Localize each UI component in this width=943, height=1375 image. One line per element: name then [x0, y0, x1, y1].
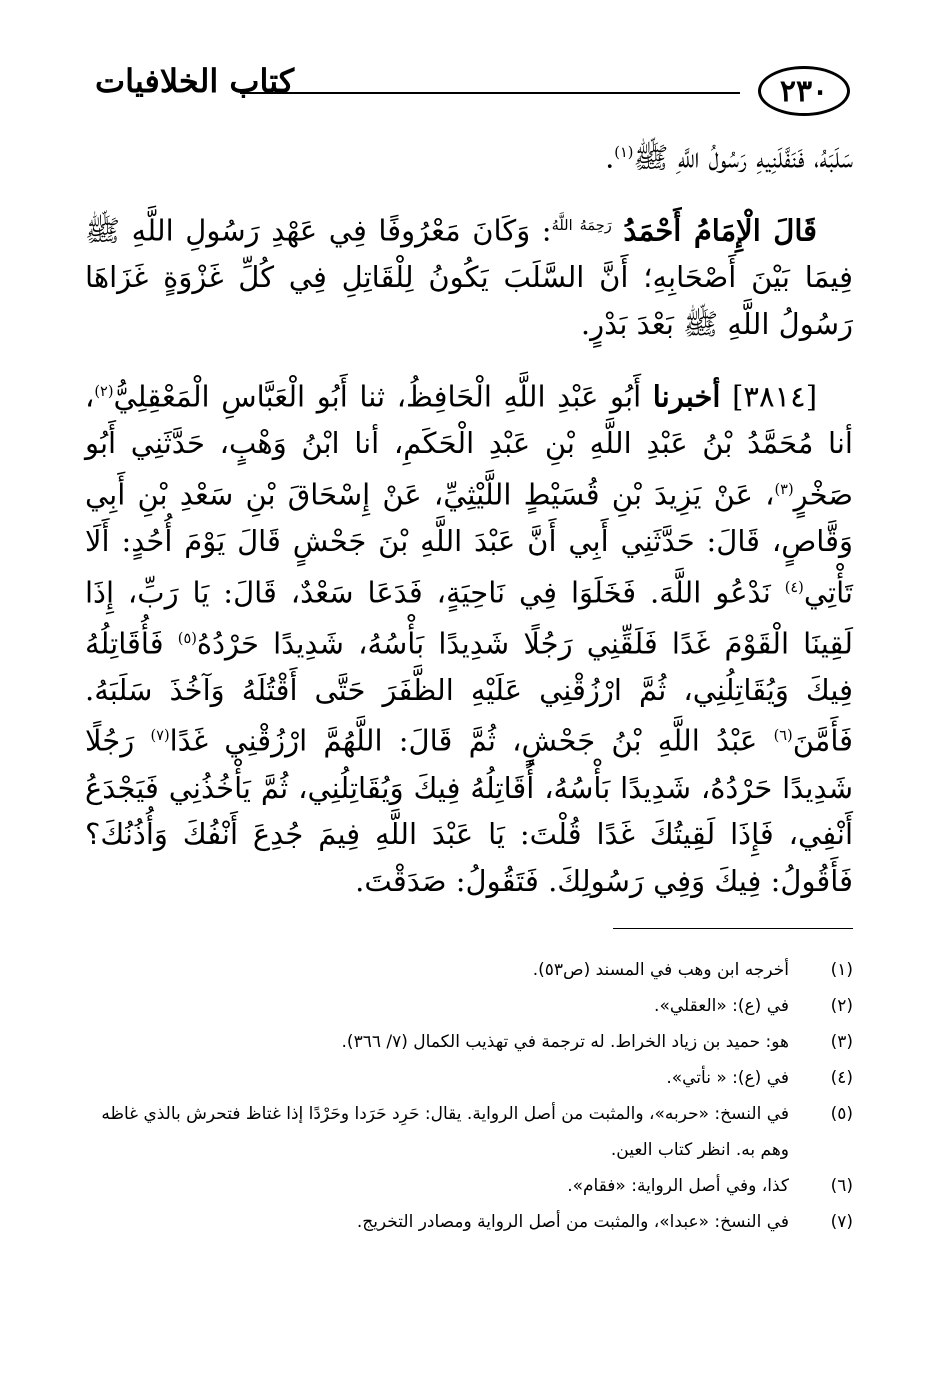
footnote-item: (٤) في (ع): « نأتي». — [666, 1068, 853, 1088]
header-rule — [240, 92, 740, 94]
imam-ahmad-heading: قَالَ الْإِمَامُ أَحْمَدُ — [623, 213, 818, 248]
footnote-ref-5: (٥) — [177, 630, 197, 647]
honorific: رَحِمَهُ اللَّهُ — [551, 218, 612, 235]
page-number: ٢٣٠ — [779, 73, 829, 109]
main-text — [85, 130, 853, 904]
footnote-item: (٢) في (ع): «العقلي». — [654, 996, 853, 1016]
book-title: كتاب الخلافيات — [95, 62, 295, 100]
footnote-item: (٣) هو: حميد بن زياد الخراط. له ترجمة في تهذيب الكمال (٧/ ٣٦٦). — [341, 1032, 853, 1052]
footnote-ref-2: (٢) — [94, 384, 114, 401]
footnote-ref-3: (٣) — [774, 481, 794, 498]
page-number-badge — [758, 66, 850, 116]
footnote-item: (١) أخرجه ابن وهب في المسند (ص٥٣). — [532, 960, 853, 980]
footnote-ref-6: (٦) — [773, 728, 793, 745]
footnote-item: (٥) في النسخ: «حربه»، والمثبت من أصل الرواية. يقال: حَرِد حَرَدا وحَرْدًا إذا غتاظ فتحرش بالذي غاظه وهم به. انظر كتاب العين. — [101, 1104, 853, 1160]
paragraph-1: سَلَبَهُ، فَنَفَّلَنِيهِ رَسُولُ اللَّهِ ﷺ$^{(١)}$. — [605, 140, 853, 175]
footnote-item: (٦) كذا، وفي أصل الرواية: «فقام». — [567, 1176, 853, 1196]
paragraph-2: قَالَ الْإِمَامُ أَحْمَدُ $^{رَحِمَهُ اللَّهُ}$: وَكَانَ مَعْرُوفًا فِي عَهْدِ رَسُولِ اللَّهِ ﷺ فِيمَا بَيْنَ أَصْحَابِهِ؛ أَنَّ السَّلَبَ يَكُونُ لِلْقَاتِلِ فِي كُلِّ غَزْوَةٍ غَزَاهَا رَسُولُ اللَّهِ ﷺ بَعْدَ بَدْرٍ. — [85, 213, 853, 341]
footnote-item: (٧) في النسخ: «عبدا»، والمثبت من أصل الرواية ومصادر التخريج. — [356, 1212, 853, 1232]
page-header — [95, 62, 850, 122]
footnote-ref-7: (٧) — [150, 728, 170, 745]
footnotes — [85, 952, 853, 1240]
paragraph-3: [٣٨١٤] أخبرنا أَبُو عَبْدِ اللَّهِ الْحَافِظُ، ثنا أَبُو الْعَبَّاسِ الْمَعْقِلِيُّ$^{(٢)}$، أنا مُحَمَّدُ بْنُ عَبْدِ اللَّهِ بْنِ عَبْدِ الْحَكَمِ، أنا ابْنُ وَهْبٍ، حَدَّثَنِي أَبُو صَخْرٍ$^{(٣)}$، عَنْ يَزِيدَ بْنِ قُسَيْطٍ اللَّيْثِيِّ، عَنْ إِسْحَاقَ بْنِ سَعْدِ بْنِ أَبِي وَقَّاصٍ، قَالَ: حَدَّثَنِي أَبِي أَنَّ عَبْدَ اللَّهِ بْنَ جَحْشٍ قَالَ يَوْمَ أُحُدٍ: أَلَا تَأْتِي$^{(٤)}$ نَدْعُو اللَّهَ. فَخَلَوَا فِي نَاحِيَةٍ، فَدَعَا سَعْدٌ، قَالَ: يَا رَبِّ، إِذَا لَقِينَا الْقَوْمَ غَدًا فَلَقِّنِي رَجُلًا شَدِيدًا بَأْسُهُ، شَدِيدًا حَرْدُهُ$^{(٥)}$ فَأُقَاتِلُهُ فِيكَ وَيُقَاتِلُنِي، ثُمَّ ارْزُقْنِي عَلَيْهِ الظَّفَرَ حَتَّى أَقْتُلَهُ وَآخُذَ سَلَبَهُ. فَأَمَّنَ$^{(٦)}$ عَبْدُ اللَّهِ بْنُ جَحْشٍ، ثُمَّ قَالَ: اللَّهُمَّ ارْزُقْنِي غَدًا$^{(٧)}$ رَجُلًا شَدِيدًا حَرْدُهُ، شَدِيدًا بَأْسُهُ، أُقَاتِلُهُ فِيكَ وَيُقَاتِلُنِي، ثُمَّ يَأْخُذُنِي فَيَجْدَعُ أَنْفِي، فَإِذَا لَقِيتُكَ غَدًا قُلْتَ: يَا عَبْدَ اللَّهِ فِيمَ جُدِعَ أَنْفُكَ وَأُذُنُكَ؟ فَأَقُولُ: فِيكَ وَفِي رَسُولِكَ. فَتَقُولُ: صَدَقْتَ. — [85, 379, 854, 898]
akhbarana: أخبرنا — [652, 379, 721, 414]
footnote-ref-1: (١) — [614, 145, 634, 161]
footnote-ref-4: (٤) — [784, 579, 804, 596]
hadith-number: [٣٨١٤] — [732, 379, 818, 414]
footnote-separator — [613, 928, 853, 929]
